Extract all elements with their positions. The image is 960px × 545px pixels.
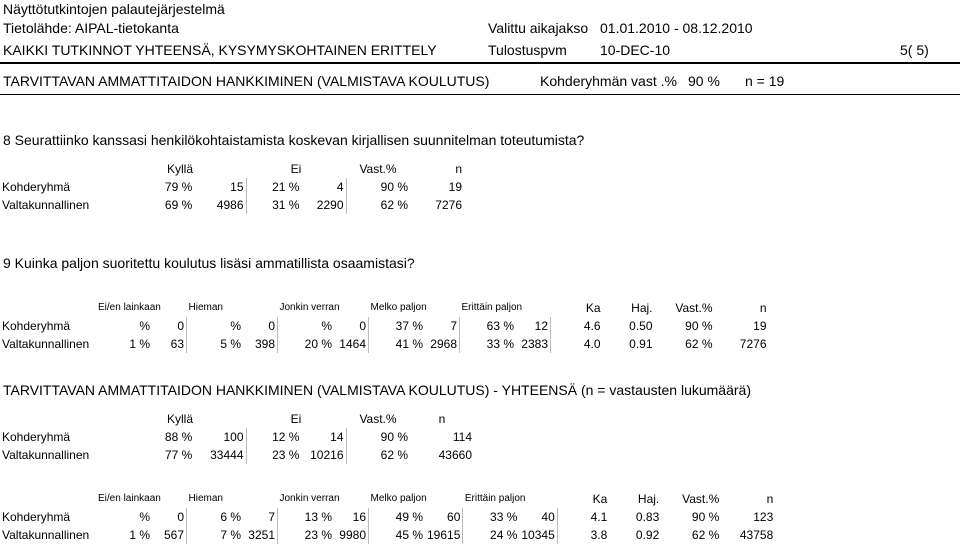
data-source: Tietolähde: AIPAL-tietokanta	[3, 20, 179, 36]
col-jonkin-verran: Jonkin verran	[279, 302, 340, 313]
col-kylla: Kyllä	[166, 412, 193, 426]
period-value: 01.01.2010 - 08.12.2010	[600, 20, 753, 36]
table-row: Valtakunnallinen 1 % 567 7 % 3251 23 % 9980 45 % 19615 24 % 10345 3.8 0.92 62 % 43758	[2, 528, 774, 542]
col-kylla: Kyllä	[166, 162, 193, 176]
group-response-pct: 90 %	[688, 73, 720, 89]
summary-table-1	[0, 410, 474, 464]
col-melko-paljon: Melko paljon	[370, 302, 427, 313]
section-title: TARVITTAVAN AMMATTITAIDON HANKKIMINEN (VALMISTAVA KOULUTUS)	[3, 73, 490, 89]
question-8: 8 Seurattiinko kanssasi henkilökohtaistamista koskevan kirjallisen suunnitelman toteutumista?	[3, 132, 585, 148]
table-row: Valtakunnallinen 1 % 63 5 % 398 20 % 1464 41 % 2968 33 % 2383 4.0 0.91 62 % 7276	[2, 337, 767, 351]
group-n: n = 19	[745, 73, 785, 89]
col-hieman: Hieman	[188, 302, 223, 313]
col-jonkin-verran: Jonkin verran	[279, 493, 340, 504]
header-divider	[0, 62, 960, 64]
col-erittain-paljon: Erittäin paljon	[464, 493, 526, 504]
col-ei-lainkaan: Ei/en lainkaan	[98, 493, 161, 504]
col-ei-lainkaan: Ei/en lainkaan	[98, 302, 161, 313]
table-row: Kohderyhmä % 0 6 % 7 13 % 16 49 % 60 33 % 40 4.1 0.83 90 % 123	[2, 510, 774, 524]
col-vast: Vast.%	[359, 412, 397, 426]
col-n: n	[438, 412, 446, 426]
q9-table	[0, 299, 769, 353]
summary-title: KAIKKI TUTKINNOT YHTEENSÄ, KYSYMYSKOHTAINEN ERITTELY	[3, 42, 437, 58]
q8-table	[0, 160, 464, 214]
col-n: n	[766, 492, 774, 506]
print-date-label: Tulostuspvm	[488, 42, 567, 58]
col-vast: Vast.%	[359, 162, 397, 176]
section-divider	[0, 94, 960, 95]
col-vast: Vast.%	[675, 301, 713, 315]
question-9: 9 Kuinka paljon suoritettu koulutus lisäsi ammatillista osaamistasi?	[3, 255, 415, 271]
page-number: 5( 5)	[900, 42, 929, 58]
summary-section-title: TARVITTAVAN AMMATTITAIDON HANKKIMINEN (VALMISTAVA KOULUTUS) - YHTEENSÄ (n = vastausten lukumäärä)	[3, 382, 751, 398]
period-label: Valittu aikajakso	[488, 20, 589, 36]
col-haj: Haj.	[631, 301, 653, 315]
table-row: Kohderyhmä % 0 % 0 % 0 37 % 7 63 % 12 4.6 0.50 90 % 19	[2, 319, 767, 333]
col-ei: Ei	[290, 412, 302, 426]
col-erittain-paljon: Erittäin paljon	[461, 302, 523, 313]
print-date-value: 10-DEC-10	[600, 42, 671, 58]
col-ei: Ei	[290, 162, 302, 176]
col-ka: Ka	[585, 301, 601, 315]
table-row: Valtakunnallinen 77 % 33444 23 % 10216 62 % 43660	[2, 448, 472, 462]
group-response-label: Kohderyhmän vast .%	[540, 73, 677, 89]
table-row: Kohderyhmä 79 % 15 21 % 4 90 % 19	[2, 180, 462, 194]
summary-table-2	[0, 490, 776, 544]
table-row: Kohderyhmä 88 % 100 12 % 14 90 % 114	[2, 430, 472, 444]
table-row: Valtakunnallinen 69 % 4986 31 % 2290 62 % 7276	[2, 198, 462, 212]
col-n: n	[759, 301, 767, 315]
report-title: Näyttötutkintojen palautejärjestelmä	[3, 1, 225, 17]
col-melko-paljon: Melko paljon	[370, 493, 427, 504]
col-vast: Vast.%	[682, 492, 720, 506]
col-hieman: Hieman	[188, 493, 223, 504]
col-n: n	[455, 162, 462, 176]
col-ka: Ka	[592, 492, 608, 506]
col-haj: Haj.	[637, 492, 660, 506]
